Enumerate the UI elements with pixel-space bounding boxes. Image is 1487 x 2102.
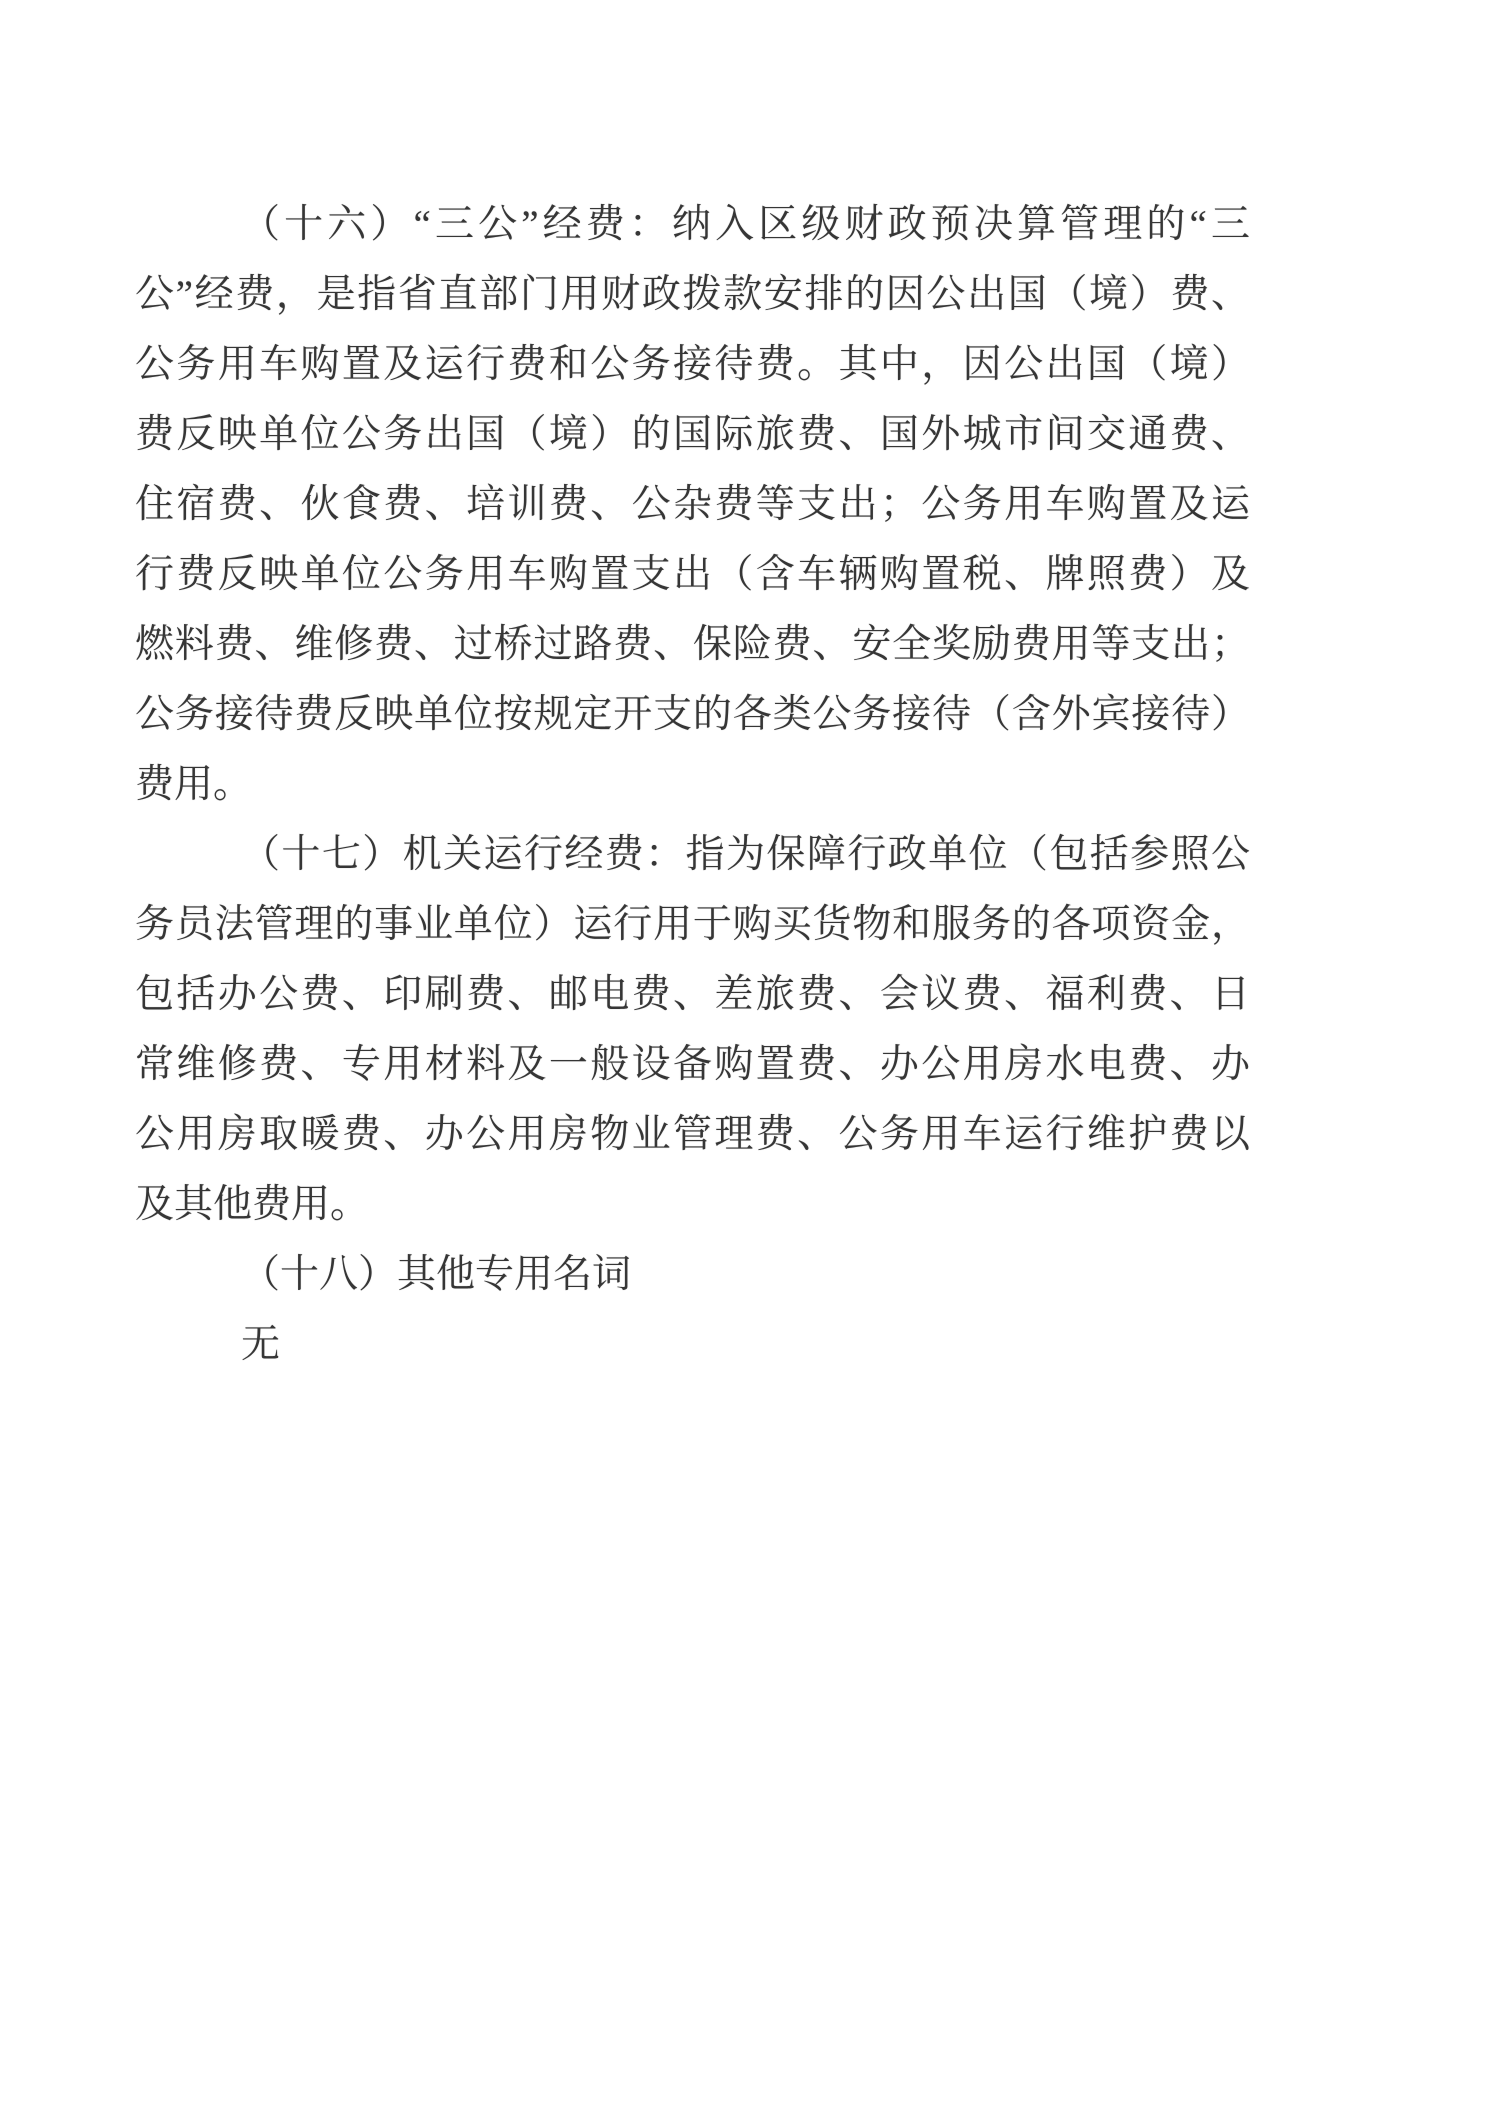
text-line-2: 公”经费，是指省直部门用财政拨款安排的因公出国（境）费、 xyxy=(135,273,1250,316)
text-line-6: 行费反映单位公务用车购置支出（含车辆购置税、牌照费）及 xyxy=(135,553,1250,596)
text-line-17: 无 xyxy=(241,1323,281,1366)
text-line-5: 住宿费、伙食费、培训费、公杂费等支出；公务用车购置及运 xyxy=(135,483,1250,526)
text-line-8: 公务接待费反映单位按规定开支的各类公务接待（含外宾接待） xyxy=(135,693,1250,736)
text-line-3: 公务用车购置及运行费和公务接待费。其中，因公出国（境） xyxy=(135,343,1250,386)
text-line-9: 费用。 xyxy=(135,763,253,806)
text-line-12: 包括办公费、印刷费、邮电费、差旅费、会议费、福利费、日 xyxy=(135,973,1250,1016)
text-line-11: 务员法管理的事业单位）运行用于购买货物和服务的各项资金， xyxy=(135,903,1250,946)
document-text-block xyxy=(135,190,1250,1380)
text-line-section-16-heading: （十六）“三公”经费：纳入区级财政预决算管理的“三 xyxy=(241,203,1250,246)
text-line-section-17-heading: （十七）机关运行经费：指为保障行政单位（包括参照公 xyxy=(241,833,1250,876)
text-line-13: 常维修费、专用材料及一般设备购置费、办公用房水电费、办 xyxy=(135,1043,1250,1086)
text-line-14: 公用房取暖费、办公用房物业管理费、公务用车运行维护费以 xyxy=(135,1113,1250,1156)
text-line-7: 燃料费、维修费、过桥过路费、保险费、安全奖励费用等支出； xyxy=(135,623,1250,666)
text-line-section-18-heading: （十八）其他专用名词 xyxy=(241,1253,632,1296)
text-line-15: 及其他费用。 xyxy=(135,1183,370,1226)
text-line-4: 费反映单位公务出国（境）的国际旅费、国外城市间交通费、 xyxy=(135,413,1250,456)
